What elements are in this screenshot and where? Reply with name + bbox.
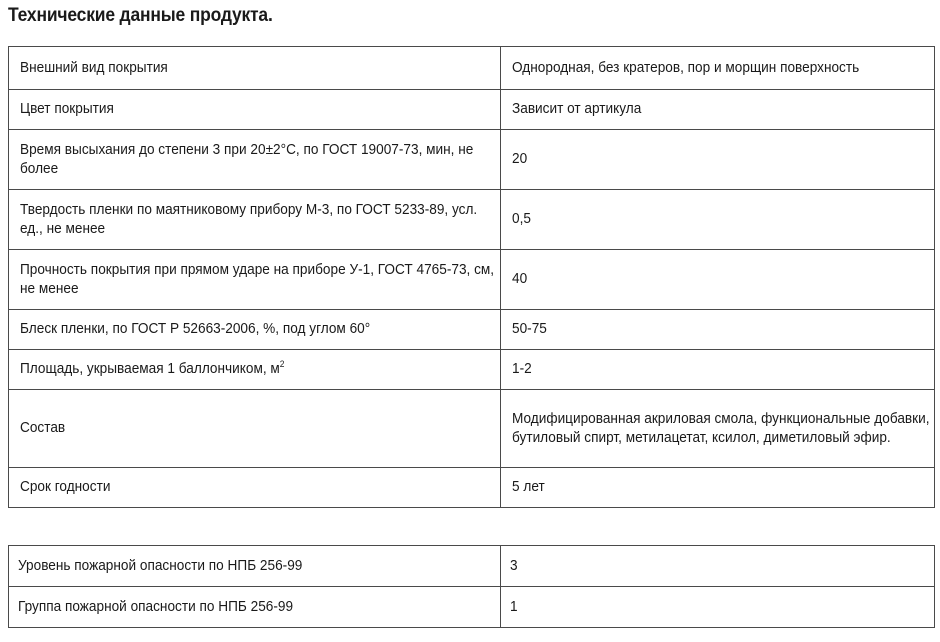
spec-label: Внешний вид покрытия bbox=[9, 47, 501, 90]
spec-label: Площадь, укрываемая 1 баллончиком, $м^2$ bbox=[9, 350, 501, 390]
fire-label: Уровень пожарной опасности по НПБ 256-99 bbox=[9, 546, 501, 587]
spec-value: Зависит от артикула bbox=[501, 90, 935, 130]
table-row bbox=[9, 468, 935, 508]
table-row bbox=[9, 190, 935, 250]
fire-label: Группа пожарной опасности по НПБ 256-99 bbox=[9, 587, 501, 628]
table-row bbox=[9, 47, 935, 90]
fire-safety-table bbox=[8, 545, 935, 628]
table-row bbox=[9, 310, 935, 350]
spec-label: Твердость пленки по маятниковому прибору М-3, по ГОСТ 5233-89, усл. ед., не менее bbox=[9, 190, 501, 250]
specs-table bbox=[8, 46, 935, 508]
spec-value: Однородная, без кратеров, пор и морщин поверхность bbox=[501, 47, 935, 90]
fire-value: 1 bbox=[501, 587, 935, 628]
table-row bbox=[9, 546, 935, 587]
superscript-2: 2 bbox=[279, 359, 285, 370]
spec-value: 20 bbox=[501, 130, 935, 190]
spec-label: Блеск пленки, по ГОСТ Р 52663-2006, %, под углом 60° bbox=[9, 310, 501, 350]
table-row bbox=[9, 390, 935, 468]
spec-value: 1-2 bbox=[501, 350, 935, 390]
fire-value: 3 bbox=[501, 546, 935, 587]
page-title: Технические данные продукта. bbox=[8, 5, 273, 26]
spec-value: 5 лет bbox=[501, 468, 935, 508]
table-row bbox=[9, 250, 935, 310]
spec-label: Цвет покрытия bbox=[9, 90, 501, 130]
spec-label: Прочность покрытия при прямом ударе на приборе У-1, ГОСТ 4765-73, см, не менее bbox=[9, 250, 501, 310]
table-row bbox=[9, 587, 935, 628]
spec-value: 0,5 bbox=[501, 190, 935, 250]
spec-value: 50-75 bbox=[501, 310, 935, 350]
spec-label: Состав bbox=[9, 390, 501, 468]
table-row bbox=[9, 130, 935, 190]
spec-label: Срок годности bbox=[9, 468, 501, 508]
spec-value: Модифицированная акриловая смола, функциональные добавки, бутиловый спирт, метилацетат, ксилол, диметиловый эфир. bbox=[501, 390, 935, 468]
table-row bbox=[9, 350, 935, 390]
spec-value: 40 bbox=[501, 250, 935, 310]
spec-label: Время высыхания до степени 3 при 20±2°С, по ГОСТ 19007-73, мин, не более bbox=[9, 130, 501, 190]
table-row bbox=[9, 90, 935, 130]
